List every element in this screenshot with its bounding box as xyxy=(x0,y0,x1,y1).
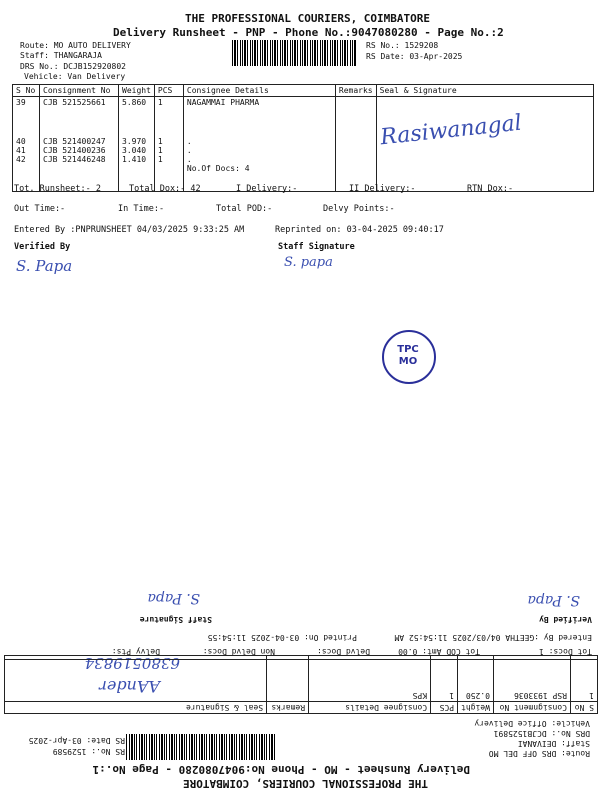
row-pcs: 1 xyxy=(157,155,163,164)
bottom-printed-on: Printed On: 03-04-2025 11:54:55 xyxy=(207,633,357,642)
bottom-route: Route: DRS OFF DEL MO xyxy=(488,749,590,758)
row-consignment: CJB 521400247 xyxy=(43,137,106,146)
col-consignee: Consignee Details xyxy=(183,85,335,97)
table-header-row xyxy=(5,702,598,714)
row-weight: 5.860 xyxy=(122,98,147,107)
delvy-pts: Delvy Pts: xyxy=(111,647,160,656)
in-time: In Time:- xyxy=(118,204,165,214)
reprinted-on: Reprinted on: 03-04-2025 09:40:17 xyxy=(275,225,444,235)
bottom-handwritten-phone: 6380519834 xyxy=(84,654,180,672)
no-of-docs: No.Of Docs: 4 xyxy=(186,164,250,173)
row-consignee: . xyxy=(186,155,192,164)
col-seal: Seal & Signature xyxy=(376,85,593,97)
col-weight: Weight xyxy=(119,85,155,97)
bottom-barcode xyxy=(125,734,275,760)
rtn-dox: RTN Dox:- xyxy=(467,184,514,194)
col-pcs: PCS xyxy=(431,702,458,714)
delvd-docs: Delvd Docs: xyxy=(317,647,370,656)
row-pcs: 1 xyxy=(157,137,163,146)
bottom-rs-date: RS Date: 03-Apr-2025 xyxy=(28,736,125,745)
row-pcs: 1 xyxy=(157,98,163,107)
col-seal: Seal & Signature xyxy=(5,702,267,714)
row-sno: 39 xyxy=(16,98,26,107)
top-vehicle: Vehicle: Van Delivery xyxy=(24,72,126,81)
row-consignee: NAGAMMAI PHARMA xyxy=(186,98,260,107)
bottom-drs-no: DRS No.: DCJB1525891 xyxy=(493,729,590,738)
bottom-rs-no: RS No.: 1529589 xyxy=(52,747,125,756)
bottom-staff-signature-label: Staff Signature xyxy=(139,615,212,624)
col-consignment: Consignment No xyxy=(494,702,571,714)
row-consignee: KPS xyxy=(309,656,431,702)
row-consignment: CJB 521400236 xyxy=(43,146,106,155)
staff-signature-label: Staff Signature xyxy=(278,242,355,252)
ii-delivery: II Delivery:- xyxy=(349,184,416,194)
bottom-verified-by-label: Verified By xyxy=(539,615,592,624)
col-sno: S No xyxy=(571,702,598,714)
row-consignment: CJB 521446248 xyxy=(43,155,106,164)
total-pod: Total POD:- xyxy=(216,204,273,214)
row-weight: 3.970 xyxy=(122,137,147,146)
entered-by: Entered By :PNPRUNSHEET 04/03/2025 9:33:25 AM xyxy=(14,225,245,235)
i-delivery: I Delivery:- xyxy=(236,184,298,194)
col-remarks: Remarks xyxy=(267,702,309,714)
top-subtitle: Delivery Runsheet - PNP - Phone No.:9047080280 - Page No.:2 xyxy=(113,26,504,39)
row-sno: 42 xyxy=(16,155,26,164)
total-dox: Total Dox:- 42 xyxy=(129,184,201,194)
row-weight: 1.410 xyxy=(122,155,147,164)
bottom-verified-signature: S. Papa xyxy=(527,592,580,608)
delvy-points: Delvy Points:- xyxy=(323,204,395,214)
bottom-staff: Staff: DEIVANAI xyxy=(517,739,590,748)
non-delvd-docs: Non Delvd Docs: xyxy=(202,647,275,656)
top-drs-no: DRS No.: DCJB152920802 xyxy=(20,62,126,71)
row-pcs: 1 xyxy=(157,146,163,155)
tot-cod: Tot COD Amt: 0.00 xyxy=(398,647,480,656)
row-consignment: RSP 1933036 xyxy=(494,656,571,702)
row-sno: 40 xyxy=(16,137,26,146)
top-rs-no: RS No.: 1529208 xyxy=(366,41,439,50)
bottom-entered-by: Entered By :GEETHA 04/03/2025 11:54:52 AM xyxy=(394,633,592,642)
stamp-text: TPC MO xyxy=(397,344,419,367)
top-company-title: THE PROFESSIONAL COURIERS, COIMBATORE xyxy=(185,12,431,25)
top-staff: Staff: THANGARAJA xyxy=(20,51,102,60)
row-sno: 1 xyxy=(571,656,598,702)
row-weight: 3.040 xyxy=(122,146,147,155)
out-time: Out Time:- xyxy=(14,204,66,214)
bottom-company-title: THE PROFESSIONAL COURIERS, COIMBATORE xyxy=(182,777,428,790)
bottom-receiver-signature: AAnder xyxy=(99,677,160,696)
col-remarks: Remarks xyxy=(335,85,376,97)
tot-docs: Tot Docs: 1 xyxy=(539,647,592,656)
row-consignee: . xyxy=(186,137,192,146)
receiver-signature: Rasiwanagal xyxy=(379,110,523,151)
col-sno: S No xyxy=(13,85,40,97)
row-consignment: CJB 521525661 xyxy=(43,98,106,107)
col-weight: Weight xyxy=(458,702,494,714)
row-sno: 41 xyxy=(16,146,26,155)
col-pcs: PCS xyxy=(154,85,183,97)
row-pcs: 1 xyxy=(431,656,458,702)
col-consignee: Consignee Details xyxy=(309,702,431,714)
row-weight: 0.250 xyxy=(458,656,494,702)
row-consignee: . xyxy=(186,146,192,155)
verified-by-signature: S. Papa xyxy=(16,257,73,275)
staff-signature: S. papa xyxy=(284,255,333,270)
top-route: Route: MO AUTO DELIVERY xyxy=(20,41,131,50)
tot-runsheet: Tot. Runsheet:- 2 xyxy=(14,184,101,194)
col-consignment: Consignment No xyxy=(40,85,119,97)
top-rs-date: RS Date: 03-Apr-2025 xyxy=(366,52,463,61)
bottom-staff-signature: S. Papa xyxy=(147,590,200,606)
verified-by-label: Verified By xyxy=(14,242,71,252)
bottom-subtitle: Delivery Runsheet - MO - Phone No:9047080280 - Page No.:1 xyxy=(92,763,470,776)
bottom-vehicle: Vehicle: Office Delivery xyxy=(474,719,590,728)
